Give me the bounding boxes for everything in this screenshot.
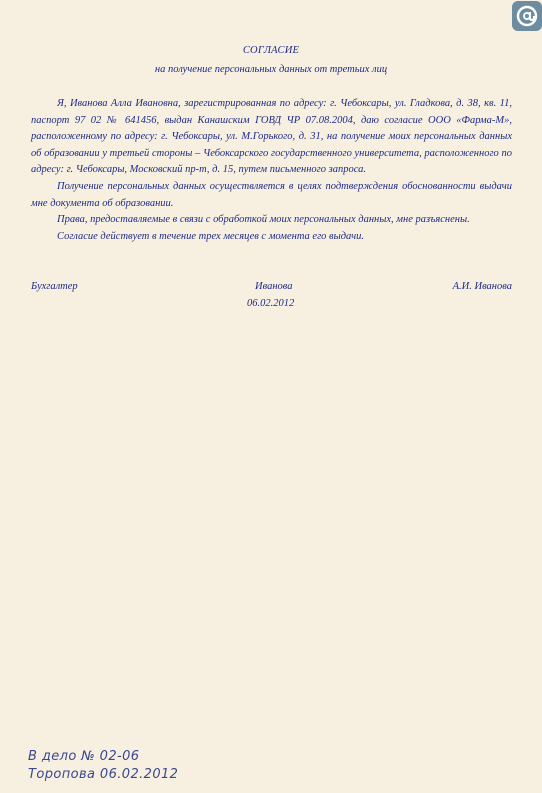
signature-date: 06.02.2012 xyxy=(247,298,295,309)
file-note-line: В дело № 02-06 xyxy=(28,749,140,764)
paragraph-purpose: Получение персональных данных осуществляется в целях подтверждения обоснованности выдачи мне документа об образовании. xyxy=(31,180,512,209)
paragraph-rights: Права, предоставляемые в связи с обработкой моих персональных данных, мне разъяснены. xyxy=(57,214,470,226)
document-body xyxy=(31,96,512,245)
signature-row xyxy=(31,281,512,297)
at-sign-logo-icon[interactable] xyxy=(512,1,542,31)
signer-position: Бухгалтер xyxy=(31,281,78,292)
signer-signature: Иванова xyxy=(255,281,293,292)
document-subtitle: на получение персональных данных от третьих лиц xyxy=(154,64,388,75)
at-sign-glyph xyxy=(515,4,539,28)
paragraph-validity: Согласие действует в течение трех месяцев с момента его выдачи. xyxy=(57,230,365,242)
file-note xyxy=(28,748,178,784)
document-title: СОГЛАСИЕ xyxy=(242,45,300,56)
paragraph-consent: Я, Иванова Алла Ивановна, зарегистрированная по адресу: г. Чебоксары, ул. Гладкова, д. 38, кв. 11, паспорт 97 02 № 641456, выдан Канашским ГОВД ЧР 07.08.2004, даю согласие ООО «Фарма-М», расположенному по адресу: г. Чебоксары, ул. М.Горького, д. 31, на получение моих персональных данных об образовании у третьей стороны – Чебоксарского государственного университета, расположенного по адресу: г. Чебоксары, Московский пр-т, д. 15, путем письменного запроса. xyxy=(31,98,512,176)
signer-name: А.И. Иванова xyxy=(452,281,512,292)
file-note-line: Торопова 06.02.2012 xyxy=(28,767,179,782)
